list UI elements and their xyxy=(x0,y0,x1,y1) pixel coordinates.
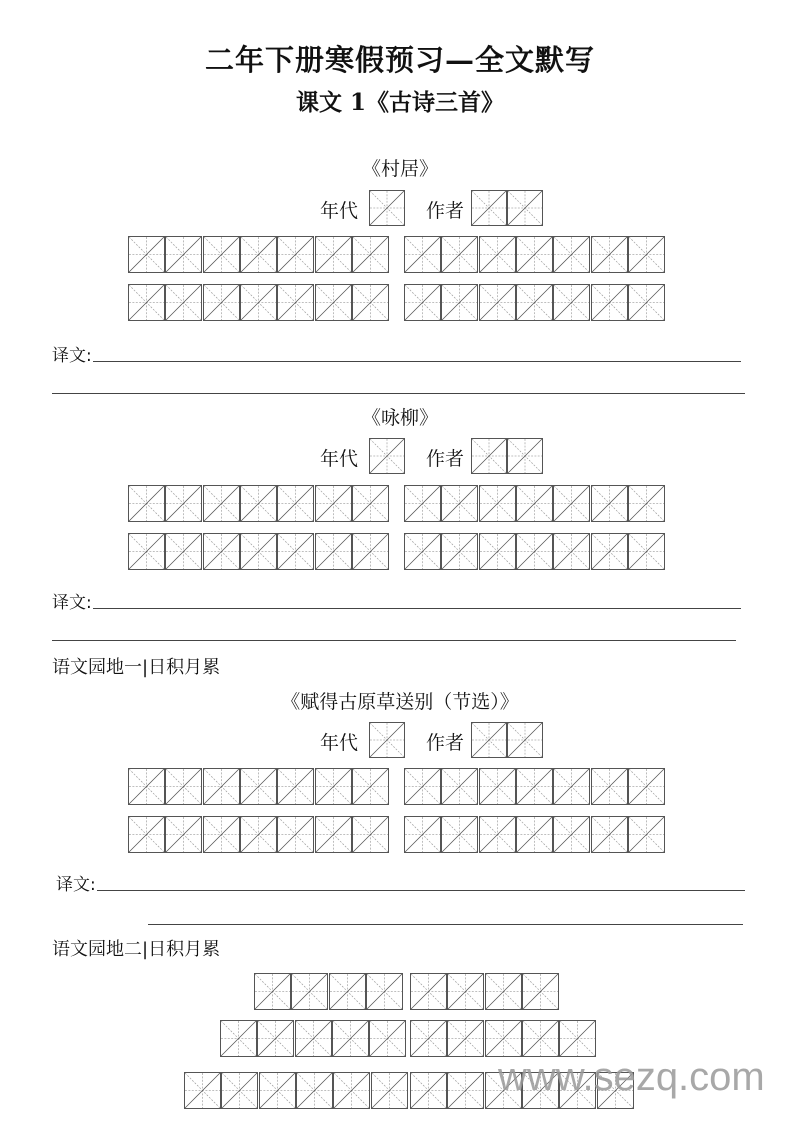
writing-cell-left[interactable] xyxy=(203,533,240,570)
grid-row xyxy=(0,533,800,571)
writing-cell-left[interactable] xyxy=(366,973,403,1010)
translation-label: 译文: xyxy=(56,875,96,895)
grid-guide-icon xyxy=(353,534,388,569)
grid-guide-icon xyxy=(554,817,589,852)
grid-row xyxy=(0,973,800,1011)
grid-guide-icon xyxy=(129,534,164,569)
poem-title-cunju: 《村居》 xyxy=(361,158,438,180)
grid-guide-icon xyxy=(370,191,404,225)
writing-cell-right[interactable] xyxy=(441,816,478,853)
grid-guide-icon xyxy=(204,769,239,804)
grid-guide-icon xyxy=(472,723,506,757)
writing-cell-right[interactable] xyxy=(479,816,516,853)
grid-guide-icon xyxy=(517,285,552,320)
grid-guide-icon xyxy=(554,534,589,569)
grid-guide-icon xyxy=(411,1021,446,1056)
grid-guide-icon xyxy=(204,285,239,320)
grid-guide-icon xyxy=(629,817,664,852)
translation-line[interactable] xyxy=(52,393,745,394)
writing-cell-left[interactable] xyxy=(277,768,314,805)
writing-cell-right[interactable] xyxy=(410,1072,447,1109)
grid-guide-icon xyxy=(316,817,351,852)
writing-cell-left[interactable] xyxy=(221,1072,258,1109)
writing-cell-right[interactable] xyxy=(447,1072,484,1109)
grid-guide-icon xyxy=(370,1021,405,1056)
writing-cell-left[interactable] xyxy=(296,1072,333,1109)
grid-guide-icon xyxy=(592,769,627,804)
grid-guide-icon xyxy=(353,285,388,320)
writing-cell-left[interactable] xyxy=(352,485,389,522)
writing-cell-left[interactable] xyxy=(165,816,202,853)
grid-guide-icon xyxy=(241,817,276,852)
poem-title-fude: 《赋得古原草送别（节选）》 xyxy=(281,691,519,713)
writing-cell-right[interactable] xyxy=(591,816,628,853)
grid-guide-icon xyxy=(486,1021,521,1056)
grid-guide-icon xyxy=(554,769,589,804)
writing-cell-right[interactable] xyxy=(404,768,441,805)
writing-cell-right[interactable] xyxy=(628,284,665,321)
grid-guide-icon xyxy=(204,486,239,521)
grid-guide-icon xyxy=(278,285,313,320)
grid-guide-icon xyxy=(472,191,506,225)
grid-guide-icon xyxy=(185,1073,220,1108)
writing-cell-right[interactable] xyxy=(516,284,553,321)
writing-cell-left[interactable] xyxy=(128,485,165,522)
writing-cell-right[interactable] xyxy=(522,1020,559,1057)
grid-guide-icon xyxy=(258,1021,293,1056)
writing-cell-right[interactable] xyxy=(553,533,590,570)
writing-cell-right[interactable] xyxy=(553,236,590,273)
translation-label: 译文: xyxy=(52,346,92,366)
author-cell[interactable] xyxy=(471,438,507,474)
grid-guide-icon xyxy=(166,769,201,804)
grid-row xyxy=(0,284,800,322)
grid-row xyxy=(0,816,800,854)
writing-cell-left[interactable] xyxy=(333,1072,370,1109)
grid-row xyxy=(0,1020,800,1058)
grid-guide-icon xyxy=(129,237,164,272)
grid-guide-icon xyxy=(472,439,506,473)
section-heading: 语文园地二|日积月累 xyxy=(52,939,221,960)
grid-guide-icon xyxy=(370,723,404,757)
writing-cell-left[interactable] xyxy=(240,816,277,853)
grid-guide-icon xyxy=(260,1073,295,1108)
writing-cell-right[interactable] xyxy=(479,236,516,273)
writing-cell-left[interactable] xyxy=(240,284,277,321)
writing-cell-left[interactable] xyxy=(277,816,314,853)
poem-title-yongliu: 《咏柳》 xyxy=(361,407,438,429)
writing-cell-right[interactable] xyxy=(404,236,441,273)
grid-guide-icon xyxy=(278,769,313,804)
grid-row xyxy=(0,485,800,523)
writing-cell-right[interactable] xyxy=(404,485,441,522)
writing-cell-left[interactable] xyxy=(128,768,165,805)
writing-cell-left[interactable] xyxy=(277,485,314,522)
writing-cell-right[interactable] xyxy=(441,533,478,570)
grid-guide-icon xyxy=(292,974,327,1009)
grid-guide-icon xyxy=(517,769,552,804)
grid-guide-icon xyxy=(442,534,477,569)
grid-guide-icon xyxy=(629,285,664,320)
writing-cell-left[interactable] xyxy=(240,768,277,805)
writing-cell-right[interactable] xyxy=(441,768,478,805)
grid-guide-icon xyxy=(480,534,515,569)
writing-cell-right[interactable] xyxy=(479,768,516,805)
writing-cell-right[interactable] xyxy=(522,973,559,1010)
author-cell[interactable] xyxy=(471,190,507,226)
writing-cell-left[interactable] xyxy=(315,768,352,805)
author-cell[interactable] xyxy=(507,190,543,226)
writing-cell-right[interactable] xyxy=(441,284,478,321)
grid-guide-icon xyxy=(629,534,664,569)
author-label: 作者 xyxy=(426,448,465,470)
writing-cell-right[interactable] xyxy=(591,768,628,805)
writing-cell-right[interactable] xyxy=(628,768,665,805)
writing-cell-left[interactable] xyxy=(259,1072,296,1109)
writing-cell-left[interactable] xyxy=(203,236,240,273)
era-label: 年代 xyxy=(320,732,359,754)
writing-cell-right[interactable] xyxy=(553,284,590,321)
grid-guide-icon xyxy=(523,1021,558,1056)
grid-guide-icon xyxy=(405,769,440,804)
grid-guide-icon xyxy=(442,817,477,852)
grid-guide-icon xyxy=(367,974,402,1009)
writing-cell-right[interactable] xyxy=(628,236,665,273)
grid-guide-icon xyxy=(204,534,239,569)
writing-cell-left[interactable] xyxy=(277,284,314,321)
writing-cell-right[interactable] xyxy=(447,973,484,1010)
grid-guide-icon xyxy=(442,486,477,521)
era-label: 年代 xyxy=(320,448,359,470)
writing-cell-left[interactable] xyxy=(352,768,389,805)
grid-guide-icon xyxy=(296,1021,331,1056)
grid-guide-icon xyxy=(448,974,483,1009)
grid-guide-icon xyxy=(554,285,589,320)
grid-guide-icon xyxy=(241,534,276,569)
grid-guide-icon xyxy=(517,486,552,521)
writing-cell-right[interactable] xyxy=(479,284,516,321)
grid-guide-icon xyxy=(241,769,276,804)
grid-guide-icon xyxy=(241,237,276,272)
grid-guide-icon xyxy=(480,486,515,521)
grid-guide-icon xyxy=(480,237,515,272)
grid-guide-icon xyxy=(442,237,477,272)
writing-cell-left[interactable] xyxy=(128,284,165,321)
grid-guide-icon xyxy=(316,237,351,272)
grid-guide-icon xyxy=(517,817,552,852)
translation-line[interactable] xyxy=(52,640,736,641)
translation-line[interactable] xyxy=(97,890,745,891)
writing-cell-left[interactable] xyxy=(240,236,277,273)
writing-cell-right[interactable] xyxy=(479,485,516,522)
writing-cell-left[interactable] xyxy=(352,236,389,273)
grid-guide-icon xyxy=(353,769,388,804)
grid-guide-icon xyxy=(592,285,627,320)
writing-cell-left[interactable] xyxy=(220,1020,257,1057)
grid-guide-icon xyxy=(448,1073,483,1108)
writing-cell-left[interactable] xyxy=(203,816,240,853)
author-label: 作者 xyxy=(426,732,465,754)
grid-guide-icon xyxy=(448,1021,483,1056)
writing-cell-left[interactable] xyxy=(352,816,389,853)
author-cell[interactable] xyxy=(507,722,543,758)
writing-cell-left[interactable] xyxy=(315,485,352,522)
grid-guide-icon xyxy=(517,237,552,272)
writing-cell-left[interactable] xyxy=(184,1072,221,1109)
writing-cell-left[interactable] xyxy=(315,533,352,570)
writing-cell-left[interactable] xyxy=(295,1020,332,1057)
author-label: 作者 xyxy=(426,200,465,222)
grid-guide-icon xyxy=(278,817,313,852)
writing-cell-right[interactable] xyxy=(628,816,665,853)
grid-guide-icon xyxy=(405,817,440,852)
grid-guide-icon xyxy=(166,534,201,569)
writing-cell-right[interactable] xyxy=(479,533,516,570)
writing-cell-left[interactable] xyxy=(165,485,202,522)
writing-cell-left[interactable] xyxy=(203,284,240,321)
writing-cell-left[interactable] xyxy=(203,768,240,805)
grid-guide-icon xyxy=(560,1021,595,1056)
writing-cell-left[interactable] xyxy=(369,1020,406,1057)
grid-guide-icon xyxy=(353,817,388,852)
writing-cell-right[interactable] xyxy=(553,485,590,522)
writing-cell-right[interactable] xyxy=(441,485,478,522)
grid-guide-icon xyxy=(592,534,627,569)
grid-guide-icon xyxy=(129,817,164,852)
grid-guide-icon xyxy=(592,486,627,521)
writing-cell-right[interactable] xyxy=(516,768,553,805)
grid-guide-icon xyxy=(411,1073,446,1108)
grid-row xyxy=(0,236,800,274)
grid-guide-icon xyxy=(405,285,440,320)
writing-cell-right[interactable] xyxy=(410,1020,447,1057)
writing-cell-left[interactable] xyxy=(329,973,366,1010)
writing-cell-left[interactable] xyxy=(254,973,291,1010)
grid-guide-icon xyxy=(592,817,627,852)
author-cell[interactable] xyxy=(507,438,543,474)
grid-guide-icon xyxy=(353,237,388,272)
grid-guide-icon xyxy=(486,974,521,1009)
grid-guide-icon xyxy=(334,1073,369,1108)
translation-line[interactable] xyxy=(93,608,741,609)
grid-guide-icon xyxy=(204,817,239,852)
grid-guide-icon xyxy=(592,237,627,272)
era-cell[interactable] xyxy=(369,190,405,226)
writing-cell-right[interactable] xyxy=(485,973,522,1010)
grid-guide-icon xyxy=(316,285,351,320)
grid-guide-icon xyxy=(330,974,365,1009)
writing-cell-left[interactable] xyxy=(315,236,352,273)
writing-cell-left[interactable] xyxy=(128,236,165,273)
writing-cell-left[interactable] xyxy=(240,533,277,570)
grid-guide-icon xyxy=(221,1021,256,1056)
grid-guide-icon xyxy=(129,285,164,320)
era-cell[interactable] xyxy=(369,722,405,758)
grid-guide-icon xyxy=(480,769,515,804)
writing-cell-left[interactable] xyxy=(128,816,165,853)
grid-guide-icon xyxy=(629,486,664,521)
grid-guide-icon xyxy=(442,285,477,320)
grid-guide-icon xyxy=(405,486,440,521)
writing-cell-left[interactable] xyxy=(165,768,202,805)
section-heading: 语文园地一|日积月累 xyxy=(52,657,221,678)
grid-guide-icon xyxy=(166,285,201,320)
writing-cell-right[interactable] xyxy=(591,485,628,522)
translation-label: 译文: xyxy=(52,593,92,613)
grid-row xyxy=(0,768,800,806)
grid-guide-icon xyxy=(166,237,201,272)
writing-cell-left[interactable] xyxy=(291,973,328,1010)
meta-row xyxy=(0,190,800,227)
writing-cell-right[interactable] xyxy=(516,485,553,522)
page-subtitle: 课文 1《古诗三首》 xyxy=(295,89,504,116)
writing-cell-right[interactable] xyxy=(628,485,665,522)
meta-row xyxy=(0,722,800,759)
grid-guide-icon xyxy=(517,534,552,569)
era-label: 年代 xyxy=(320,200,359,222)
grid-guide-icon xyxy=(129,486,164,521)
grid-guide-icon xyxy=(316,486,351,521)
grid-guide-icon xyxy=(508,191,542,225)
writing-cell-right[interactable] xyxy=(441,236,478,273)
grid-guide-icon xyxy=(333,1021,368,1056)
writing-cell-right[interactable] xyxy=(410,973,447,1010)
writing-cell-left[interactable] xyxy=(315,816,352,853)
grid-guide-icon xyxy=(278,534,313,569)
grid-guide-icon xyxy=(523,974,558,1009)
writing-cell-left[interactable] xyxy=(165,284,202,321)
grid-guide-icon xyxy=(316,534,351,569)
grid-guide-icon xyxy=(129,769,164,804)
meta-row xyxy=(0,438,800,475)
watermark: www.sezq.com xyxy=(498,1055,765,1099)
grid-guide-icon xyxy=(411,974,446,1009)
writing-cell-left[interactable] xyxy=(203,485,240,522)
grid-guide-icon xyxy=(405,237,440,272)
writing-cell-right[interactable] xyxy=(591,284,628,321)
writing-cell-left[interactable] xyxy=(371,1072,408,1109)
grid-guide-icon xyxy=(554,486,589,521)
writing-cell-right[interactable] xyxy=(404,284,441,321)
author-cell[interactable] xyxy=(471,722,507,758)
grid-guide-icon xyxy=(278,237,313,272)
grid-guide-icon xyxy=(405,534,440,569)
writing-cell-right[interactable] xyxy=(559,1020,596,1057)
grid-guide-icon xyxy=(372,1073,407,1108)
grid-guide-icon xyxy=(353,486,388,521)
writing-cell-left[interactable] xyxy=(277,533,314,570)
grid-guide-icon xyxy=(629,237,664,272)
writing-cell-right[interactable] xyxy=(553,816,590,853)
grid-guide-icon xyxy=(508,439,542,473)
writing-cell-right[interactable] xyxy=(404,533,441,570)
writing-cell-left[interactable] xyxy=(352,533,389,570)
writing-cell-right[interactable] xyxy=(447,1020,484,1057)
grid-guide-icon xyxy=(316,769,351,804)
writing-cell-left[interactable] xyxy=(277,236,314,273)
writing-cell-right[interactable] xyxy=(516,533,553,570)
grid-guide-icon xyxy=(204,237,239,272)
writing-cell-left[interactable] xyxy=(332,1020,369,1057)
grid-guide-icon xyxy=(370,439,404,473)
grid-guide-icon xyxy=(255,974,290,1009)
grid-guide-icon xyxy=(508,723,542,757)
grid-guide-icon xyxy=(278,486,313,521)
grid-guide-icon xyxy=(166,817,201,852)
writing-cell-right[interactable] xyxy=(516,236,553,273)
writing-cell-left[interactable] xyxy=(257,1020,294,1057)
writing-cell-right[interactable] xyxy=(591,533,628,570)
writing-cell-right[interactable] xyxy=(553,768,590,805)
writing-cell-right[interactable] xyxy=(404,816,441,853)
grid-guide-icon xyxy=(442,769,477,804)
writing-cell-right[interactable] xyxy=(485,1020,522,1057)
writing-cell-right[interactable] xyxy=(628,533,665,570)
grid-guide-icon xyxy=(480,285,515,320)
grid-guide-icon xyxy=(480,817,515,852)
translation-line[interactable] xyxy=(93,361,741,362)
writing-cell-left[interactable] xyxy=(165,533,202,570)
writing-cell-right[interactable] xyxy=(591,236,628,273)
writing-cell-left[interactable] xyxy=(165,236,202,273)
writing-cell-left[interactable] xyxy=(315,284,352,321)
writing-cell-left[interactable] xyxy=(352,284,389,321)
grid-guide-icon xyxy=(241,285,276,320)
writing-cell-left[interactable] xyxy=(128,533,165,570)
translation-line[interactable] xyxy=(148,924,743,925)
grid-guide-icon xyxy=(166,486,201,521)
grid-guide-icon xyxy=(222,1073,257,1108)
page-title: 二年下册寒假预习—全文默写 xyxy=(204,43,595,77)
grid-guide-icon xyxy=(297,1073,332,1108)
grid-guide-icon xyxy=(554,237,589,272)
grid-guide-icon xyxy=(629,769,664,804)
era-cell[interactable] xyxy=(369,438,405,474)
writing-cell-left[interactable] xyxy=(240,485,277,522)
grid-guide-icon xyxy=(241,486,276,521)
writing-cell-right[interactable] xyxy=(516,816,553,853)
